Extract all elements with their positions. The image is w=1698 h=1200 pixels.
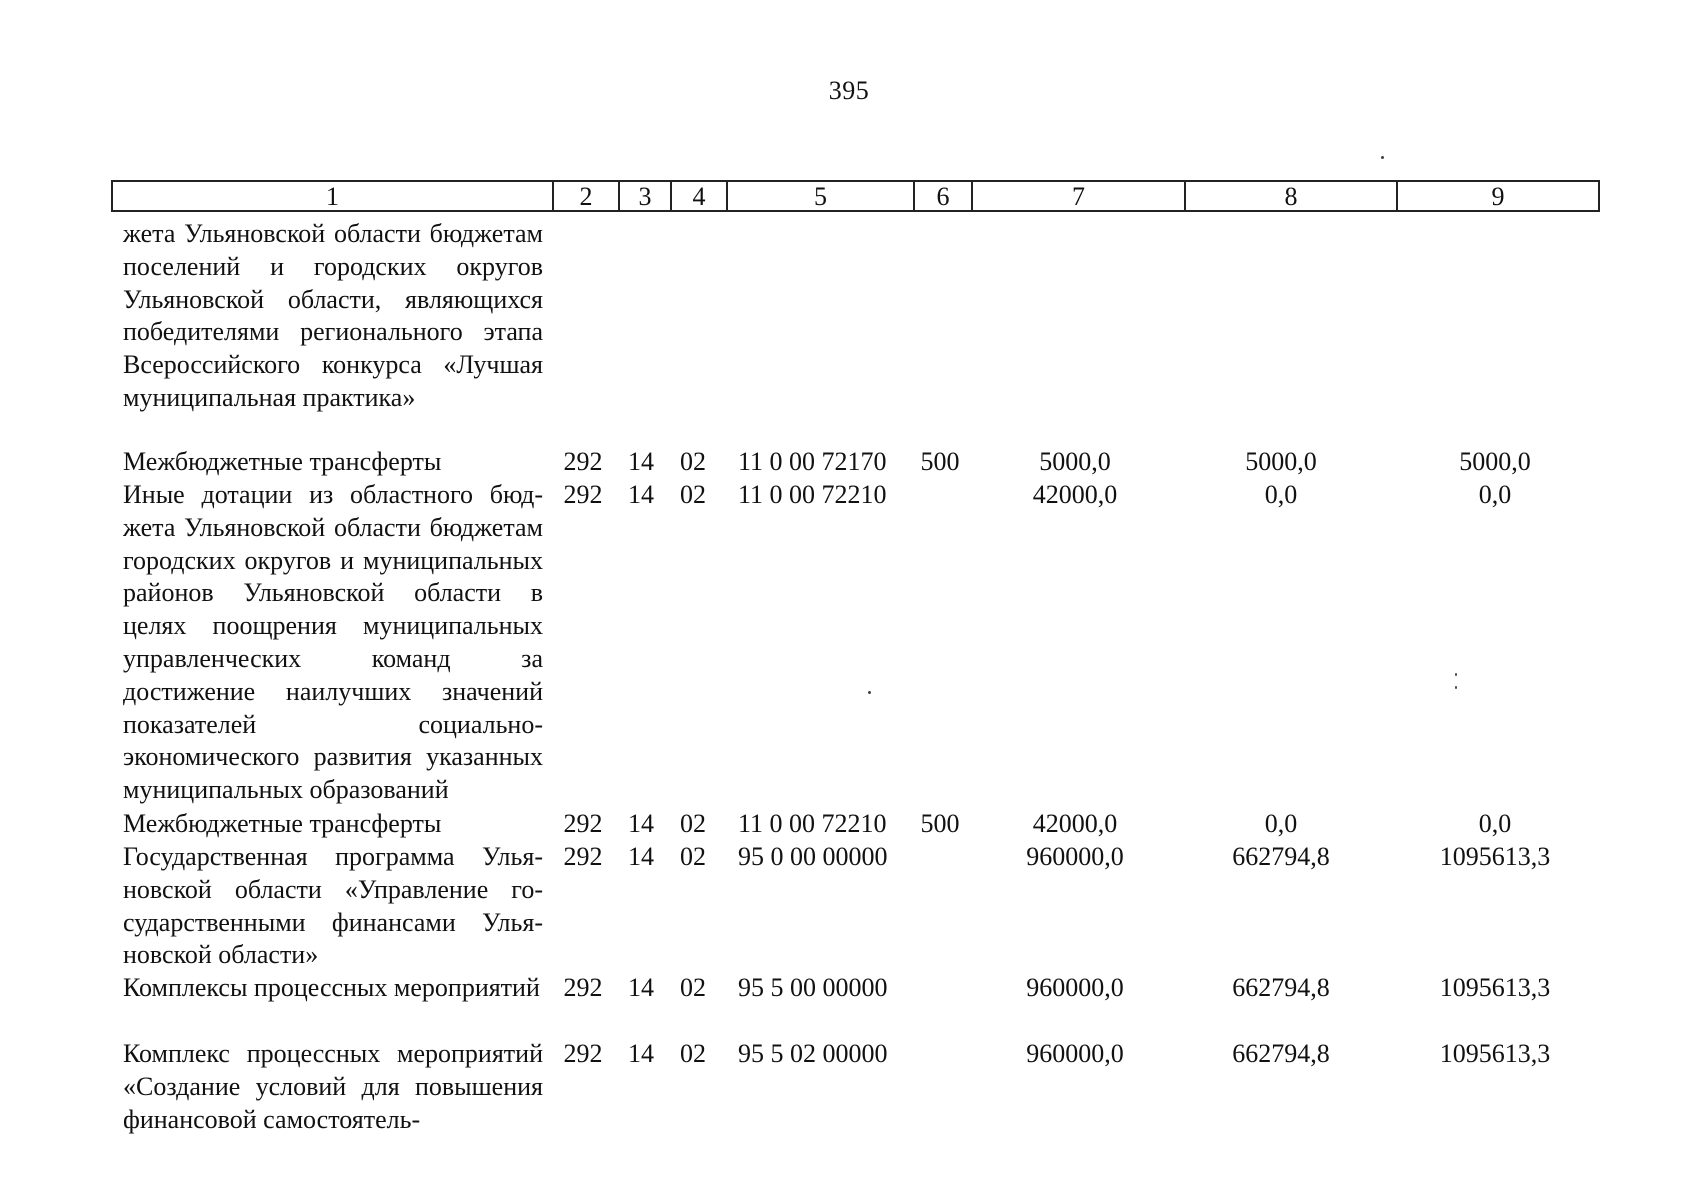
row-description: Иные дотации из областного бюджета Ульяновской области бюджетам городских округов и муниципальных районов Ульяновской области в целях поощрения муниципальных управленческих команд за достижение наилучших значений показателей социально-экономического развития указанных муниципальных образований [123, 480, 543, 805]
cell-col-3: 14 [628, 480, 654, 509]
header-col-2: 2 [552, 182, 618, 210]
header-col-8: 8 [1184, 182, 1396, 210]
cell-col-8: 0,0 [1264, 480, 1298, 509]
header-col-4: 4 [670, 182, 726, 210]
cell-col-4: 02 [680, 447, 706, 476]
row-description: Комплексы процессных мероприятий [123, 973, 540, 1002]
page-number: 395 [828, 76, 870, 105]
cell-col-5: 11 0 00 72210 [738, 480, 887, 509]
header-col-5: 5 [726, 182, 913, 210]
cell-col-9: 5000,0 [1459, 447, 1531, 476]
cell-col-8: 662794,8 [1232, 1039, 1330, 1068]
scan-speck [1455, 673, 1457, 676]
cell-col-4: 02 [680, 1039, 706, 1068]
cell-col-3: 14 [628, 973, 654, 1002]
header-col-3: 3 [618, 182, 670, 210]
cell-col-4: 02 [680, 809, 706, 838]
cell-col-6: 500 [920, 809, 960, 838]
cell-col-2: 292 [563, 809, 603, 838]
cell-col-9: 1095613,3 [1439, 973, 1551, 1002]
header-col-6: 6 [913, 182, 971, 210]
cell-col-3: 14 [628, 842, 654, 871]
cell-col-2: 292 [563, 973, 603, 1002]
cell-col-8: 5000,0 [1245, 447, 1317, 476]
cell-col-9: 1095613,3 [1439, 1039, 1551, 1068]
cell-col-5: 11 0 00 72170 [738, 447, 887, 476]
cell-col-7: 960000,0 [1026, 973, 1124, 1002]
cell-col-8: 662794,8 [1232, 973, 1330, 1002]
cell-col-2: 292 [563, 447, 603, 476]
row-description: Межбюджетные трансферты [123, 809, 442, 838]
scan-speck [868, 691, 871, 694]
header-col-1: 1 [326, 182, 339, 211]
header-col-9: 9 [1396, 182, 1598, 210]
cell-col-4: 02 [680, 480, 706, 509]
cell-col-7: 42000,0 [1032, 809, 1118, 838]
cell-col-5: 95 5 02 00000 [738, 1039, 888, 1068]
cell-col-8: 662794,8 [1232, 842, 1330, 871]
cell-col-2: 292 [563, 1039, 603, 1068]
cell-col-5: 95 5 00 00000 [738, 973, 888, 1002]
cell-col-9: 0,0 [1478, 480, 1512, 509]
cell-col-7: 960000,0 [1026, 1039, 1124, 1068]
cell-col-8: 0,0 [1264, 809, 1298, 838]
cell-col-7: 42000,0 [1032, 480, 1118, 509]
row-description: Межбюджетные трансферты [123, 447, 442, 476]
cell-col-3: 14 [628, 447, 654, 476]
scan-speck [1455, 686, 1457, 689]
cell-col-5: 11 0 00 72210 [738, 809, 887, 838]
cell-col-7: 5000,0 [1039, 447, 1111, 476]
cell-col-9: 1095613,3 [1439, 842, 1551, 871]
table-header [111, 180, 1600, 212]
row-description: жета Ульяновской области бюджетам поселений и городских округов Ульяновской области, являющихся победителями регионального этапа Всероссийского конкурса «Лучшая муниципальная практика» [123, 219, 543, 412]
cell-col-2: 292 [563, 480, 603, 509]
cell-col-4: 02 [680, 973, 706, 1002]
cell-col-3: 14 [628, 809, 654, 838]
scan-speck [1381, 156, 1384, 159]
cell-col-3: 14 [628, 1039, 654, 1068]
row-description: Государственная программа Ульяновской области «Управление государственными финансами Ульяновской области» [123, 842, 543, 970]
cell-col-5: 95 0 00 00000 [738, 842, 888, 871]
cell-col-9: 0,0 [1478, 809, 1512, 838]
cell-col-4: 02 [680, 842, 706, 871]
cell-col-2: 292 [563, 842, 603, 871]
cell-col-6: 500 [920, 447, 960, 476]
header-col-7: 7 [971, 182, 1184, 210]
row-description: Комплекс процессных мероприятий «Создание условий для повышения финансовой самостоятель- [123, 1039, 543, 1134]
cell-col-7: 960000,0 [1026, 842, 1124, 871]
